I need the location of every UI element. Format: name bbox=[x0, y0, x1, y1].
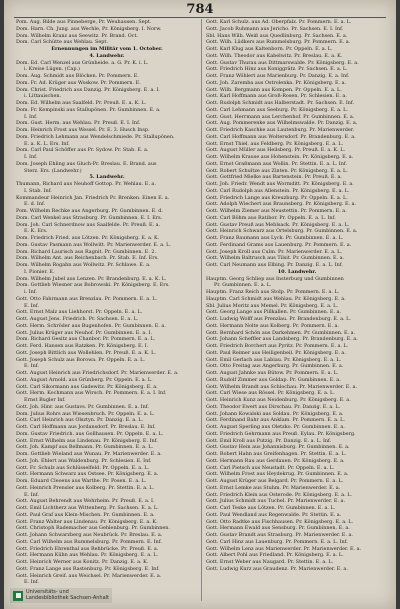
text-line: Gott. Wilhelm Lenz aus Marienwerder. Pr. Marienwerder. E. a. bbox=[206, 545, 362, 552]
text-line: Dom. Wilhelm Kranz aus Seewitz. Pr. Brand. Oct. bbox=[16, 32, 139, 39]
text-line: Gott. Otto Freitag aus Angerburg. Pr. Gumbinnen. E. a. bbox=[206, 363, 344, 370]
text-line: Gott. Carl Neumann aus Elbing. Pr. Danzig. E. a. L. Inf. bbox=[206, 262, 343, 268]
text-line: Hauptm. Carl Schmidt aus Wehlau. Pr. Königsberg. E. a. bbox=[206, 295, 346, 302]
text-line: E. d. Inf. bbox=[24, 201, 46, 208]
text-line: i. Inf. bbox=[24, 289, 37, 295]
text-line: Gott. Paul Reimer aus Heiligenbeil. Pr. Königsberg. E. a. bbox=[206, 349, 346, 356]
text-line: Dom. Carl Wenkel aus Strasburg. Pr. Gumbinnen. E. I. Ers. bbox=[16, 214, 163, 221]
text-line: Gott. Ferd. Hansen aus Ratzken. Pr. Königsberg. E. I. bbox=[16, 343, 149, 349]
section-heading: 10. Landwehr. bbox=[277, 268, 317, 275]
text-line: Gott. Heinrich Schwarz aus Ortelsburg. Pr. Gumbinnen. E. a. bbox=[206, 228, 358, 235]
text-line: Gott. Herm. Kochmann aus Wirsch. Pr. Pommern. E. a. I. Inf. bbox=[16, 390, 167, 397]
section-heading: Ernennungen im Militär vom 1. October. bbox=[51, 46, 163, 52]
text-line: Dom. Julius Rohrs aus Wiesenbruch. Pr. Oppeln. E. a. L. bbox=[16, 410, 155, 417]
text-line: Gott. Carl Böhm aus Ratibor. Pr. Oppeln. E. a. L. Inf. bbox=[206, 214, 336, 221]
text-line: Gott. Gottfried Mielke aus Bartenstein. Pr. Preuß. E. a. bbox=[206, 174, 342, 181]
text-line: Gott. Heinrich Kunz aus Neidenburg. Pr. Königsberg. E. a. bbox=[206, 397, 351, 403]
text-line: Gott. Joseph Schulz aus Borowa. Pr. Oppeln. E. a. L. bbox=[16, 356, 145, 363]
text-line: Gott. Paul Graf aus Klein-Mischen. Pr. Gumbinnen. E. a. bbox=[16, 511, 155, 518]
text-line: Gott. Carl Wiese aus Rössel. Pr. Königsberg. E. a. L. bbox=[206, 390, 335, 397]
text-line: Gott. Gust. Herrmann aus Lerchenhof. Pr. Gumbinnen. E. a. bbox=[206, 113, 355, 120]
text-line: Gott. Robert Schultze aus Zinten. Pr. Königsberg. E. a. L. bbox=[206, 167, 348, 174]
text-line: Dom. Ed. Wilhelm aus Saalfeld. Pr. Preuß. E. a. K. L. bbox=[16, 100, 147, 106]
text-line: Gott. Wilhelm Brandt aus Schlochau. Pr. Marienwerder. E. a. bbox=[206, 383, 357, 390]
text-line: Dom. Eduard Cleoens aus Warthe. Pr. Posen. E. a. L. bbox=[16, 478, 147, 484]
text-line: Gott. Wilh. Lüdkers aus Rummelsburg. Pr. Pommern. E. a. bbox=[206, 39, 351, 46]
text-line: Gott. Johann Schwarzberg aus Neubrück. Pr. Breslau. E. a. bbox=[16, 532, 163, 538]
text-line: Gott. Friedrich Klein aus Osterode. Pr. Königsberg. E. a. L. bbox=[206, 491, 352, 498]
text-line: Gott. Franz Wöhlert aus Marienburg. Pr. Danzig. E. a. Inf. bbox=[206, 73, 350, 79]
text-line: Gott. Carl Sikormann aus Gadewitz. Pr. Königsberg. E. a. bbox=[16, 383, 158, 390]
text-line: Gott. Ernst Thiel. aus Feldberg. Pr. Königsberg. E. a. L. bbox=[206, 140, 344, 147]
text-line: Gott. Ernst Malz aus Liehhorst. Pr. Oppeln. E. a. L. bbox=[16, 309, 143, 316]
text-line: Gott. Carl Hoffmann aus Woltersdorf. Pr. Brandenburg. E. a. bbox=[206, 133, 356, 140]
left-column bbox=[16, 19, 198, 603]
text-line: Gott. Franz Baumann aus Lyck. Pr. Gumbinnen. E. a. L. bbox=[206, 235, 344, 241]
text-line: E. a. K. L. Ers. Inf. bbox=[24, 140, 70, 147]
text-line: Dom. Gottlieb Wieland aus Wunau. Pr. Marienwerder. E. a. bbox=[16, 451, 162, 457]
text-line: Gott. Julius Schmidt aus Tuchel. Pr. Marienwerder. E. a. bbox=[206, 498, 346, 505]
text-line: Pom. Wilhelm Rechke aus Angerburg. Pr. Gumbinnen. E. d. bbox=[16, 208, 163, 214]
text-line: I. Pionier. E. bbox=[24, 268, 55, 275]
text-line: Sbl. Julius Moritz aus Memel. Pr. Königsberg. E. a. L. bbox=[206, 302, 338, 309]
text-line: Dom. Wilhelm Ant. aus Reichenbach. Pr. Stab. E. Inf. Ers. bbox=[16, 255, 159, 262]
text-line: Gott. Wilhelm Krause aus Hohenstein. Pr. Königsberg. E. a. bbox=[206, 154, 354, 160]
text-line: Gott. August Sperling aus Oletzko. Pr. Gumbinnen. E. a. bbox=[206, 424, 345, 430]
text-line: Gott. August Jahnke aus Bütow. Pr. Pommern. E. a. L. bbox=[206, 370, 339, 376]
text-line: Dom. Gustav Friedrich. aus Gollhausen. Pr. Oppeln. E. a. L. bbox=[16, 430, 164, 437]
text-line: Gott. Herm. Schröder aus Bugenhofen. Pr. Gumbinnen. E. a. bbox=[16, 322, 166, 329]
text-line: Gott. Hermann Nolte aus Kolberg. Pr. Pommern. E. a. bbox=[206, 322, 339, 329]
text-line: Dom. Joh. Carl Schnerdnow aus Saalfelde. Pr. Preuß. E. a. bbox=[16, 221, 161, 228]
text-line: Gott. Julius Krüger aus Neuhof. Pr. Gumbinnen. E. a. I. bbox=[16, 329, 152, 336]
text-line: Gott. August Behrendt aus Wehrheim. Pr. Preuß. E. a. I. bbox=[16, 498, 155, 505]
text-line: Dom. Aug. Schmidt aus Blöcken. Pr. Pommern. E. bbox=[16, 73, 139, 79]
text-line: Sbl. Hans Wilh. Weiß aus Quedlinburg. Pr. Sachsen. E. a. bbox=[206, 32, 348, 39]
text-line: Dom. Wilhelm Rogahn aus Wollwitz. Pr. Schlawe. E. a. bbox=[16, 262, 151, 268]
text-line: Gott. Carl Pietsch aus Neustadt. Pr. Oppeln. E. a. L. bbox=[206, 464, 335, 471]
text-line: Gott. Rudolf Zimmer aus Goldap. Pr. Gumbinnen. E. a. bbox=[206, 376, 341, 383]
text-line: Dom. Joseph Ehling aus Gluch-Pr. Breslau. E. Brand. aus bbox=[16, 160, 157, 167]
text-line: Gott. Carl Rudolph aus Allenstein. Pr. Königsberg. E. a. L. bbox=[206, 187, 350, 194]
text-line: Gott. Hermann Schwarz aus Ostsee. Pr. Königsberg. E. a. bbox=[16, 471, 159, 478]
text-line: Sterz. Ers. (Landwehr.) bbox=[24, 167, 82, 174]
text-line: Gott. Ferdinand Grams aus Lauenburg. Pr. Pommern. E. a. bbox=[206, 241, 352, 248]
text-line: Gott. Friedrich Ehrenthal aus Rehbrücke. Pr. Preuß. E. a. bbox=[16, 545, 159, 552]
text-line: Gott. Gustav Hein aus Johannisburg. Pr. Gumbinnen. E. a. bbox=[206, 444, 350, 451]
text-line: Dom. Friedrich Fried. aus Lötzen. Pr. Königsberg. E. a. K. bbox=[16, 235, 160, 241]
text-line: Gott. Christoph Rademacher aus Gehlenburg. Pr. Gumbinnen. bbox=[16, 525, 170, 532]
text-line: Gott. Karl Schulz. aus Ad. Oberpfalz. Pr. Pommern. E. a. L. bbox=[206, 19, 352, 25]
text-line: Gott. August Müller aus Heilsberg. Pr. Preuß. E. a. K. L. bbox=[206, 147, 346, 154]
text-line: Gott. Hermann Rau aus Gerdauen. Pr. Königsberg. E. a. bbox=[206, 457, 345, 464]
text-line: Gott. Hermann Kühn aus Wehlau. Pr. Königsberg. E. a. L. bbox=[16, 552, 159, 559]
text-line: Dom. Gust. Herm. aus Wehlau. Pr. Preuß. E. I. Inf. bbox=[16, 120, 141, 127]
text-line: Dom. Carl Schütte aus Wehlau. Sept. bbox=[16, 39, 108, 46]
text-line: Ernst Bugler Inf. bbox=[24, 397, 66, 403]
text-line: Gott. Friedrich Kaschke aus Lautenburg. Pr. Marienwerder. bbox=[206, 127, 355, 133]
text-line: Gott. Karl Klug aus Kaltenborn. Pr. Oppeln. E. a. L. bbox=[206, 46, 333, 52]
page-number: 784 bbox=[186, 2, 214, 17]
text-line: Gott. Emil Kroll aus Putzig. Pr. Danzig. E. a. L. Inf. bbox=[206, 437, 332, 444]
text-line: Gott. Carl Lehmann aus Seeburg. Pr. Königsberg. E. a. L. bbox=[206, 106, 348, 113]
text-line: Gott. Joh. Ehlert aus Waldenburg. Pr. Schlesien. E. Inf. bbox=[16, 457, 152, 464]
text-line: Gott. Heinrich Werner aus Konitz. Pr. Danzig. E. a. K. bbox=[16, 559, 149, 565]
section-heading: 5. Landwehr. bbox=[89, 174, 125, 181]
text-line: Dom. Ed. Carl Wenzel aus Grünheide. a. G. Pr. K. i. L. bbox=[16, 59, 149, 66]
text-line: Gott. August Heinrich aus Friedrichsdorf. Pr. Marienwerder. E. a. bbox=[16, 370, 179, 376]
text-line: Dom. Fr. Kempinski aus Stallupönen. Pr. Gumbinnen. E. a. bbox=[16, 106, 161, 113]
text-line: Gott. Joh. Friedr. Wendt aus Wormditt. Pr. Königsberg. E. a. bbox=[206, 181, 354, 187]
text-line: Gott. Paul Wendland aus Regenwalde. Pr. Stettin. E. a. bbox=[206, 511, 342, 518]
text-line: Dom. Gottlieb Wiesner aus Bobrowski. Pr. Königsberg. E. Ers. bbox=[16, 282, 170, 289]
text-line: Gott. Emil Gerlach aus Labiau. Pr. Königsberg. E. a. L. bbox=[206, 356, 342, 363]
text-line: Gott. Wilhelm Baltrusch aus Tilsit. Pr. Gumbinnen. E. a. bbox=[206, 255, 345, 262]
text-line: Gott. Friedrich Borchert aus Pyritz. Pr. Pommern. E. a. L. bbox=[206, 343, 349, 349]
text-line: Gott. Emil Lichtherz aus Wittenberg. Pr. Sachsen. E. a. L. bbox=[16, 505, 159, 511]
text-line: Gott. Robert Hahn aus Greifenhagen. Pr. Stettin. E. a. L. bbox=[206, 451, 347, 457]
text-line: Gott. Ludwig Wolff aus Prenzlau. Pr. Brandenburg. E. a. L. bbox=[206, 316, 351, 322]
text-line: Dom. Wilhelm Jubel aus Lenzen. Pr. Brandenburg. E. a. K. L. bbox=[16, 275, 167, 282]
text-line: Dom. Friedrich Lehmann aus Wendelschmiede. Pr. Stallupönen. bbox=[16, 133, 175, 140]
text-line: Gott. Johann Scheffler aus Landsberg. Pr. Brandenburg. E. a. bbox=[206, 336, 358, 343]
text-line: i. Littauischen. bbox=[24, 93, 62, 100]
text-line: Gott. August Jens. Friedrich. Pr. Sachsen. E. a. L. bbox=[16, 316, 139, 322]
text-line: Thumann, Richard aus Neuhoff Gottop. Pr. Wehlau. E. a. bbox=[16, 181, 156, 187]
text-line: Dom. Carl Paul Schöffer aus Pr. Sydow. Pr. Stab. E. a. bbox=[16, 147, 149, 154]
text-line: Hauptm. Franz Reich aus Stolp. Pr. Pommern. E. a. L. bbox=[206, 289, 340, 295]
text-line: Gott. Carl Heinrich aus Olsztyn. Pr. Danzig. E. a. L. bbox=[16, 417, 144, 424]
text-line: Gott. Joseph Bittlich aus Wollehlen. Pr. Preuß. E. a. K. L. bbox=[16, 349, 156, 356]
text-line: Gott. Heinrich Greif. aus Weichsel. Pr. Marienwerder. E. a. bbox=[16, 572, 162, 579]
text-line: Gott. Joh. Zaremba aus Ostrolenka. Pr. Königsberg. E. a. bbox=[206, 79, 347, 86]
text-line: Gott. Heinrich Prensler aus Kolberg. Pr. Stettin. E. a. L. bbox=[16, 484, 155, 491]
text-line: Hauptm. Georg Schliep aus Insterburg und Gumbinnen bbox=[206, 275, 344, 282]
text-line: Dom. Fr. Ad. Krüger aus Woskow. Pr. Pommern. E. bbox=[16, 79, 141, 86]
text-line: Gott. Aug. Pommerenke aus Wilhelmswalde. Pr. Danzig. E. a. bbox=[206, 120, 358, 127]
text-line: Gott. Friedrich Hinz aus Koniggrätz. Pr. Sachsen. E. a. L. bbox=[206, 66, 348, 73]
text-line: Pom. Aug. Bilde aus Pinneberge, Pr. Weuhausen. Sept. bbox=[16, 19, 152, 25]
text-line: Gott. Friedrich Lange aus Kreuzburg. Pr. Oppeln. E. a. L. bbox=[206, 194, 348, 201]
document-page bbox=[4, 0, 396, 609]
text-line: Gott. Johann Kowalski aus Soldau. Pr. Königsberg. E. a. bbox=[206, 410, 344, 417]
text-line: Dom. Heinrich Frost aus Wessel. Pr. E. 3. Husch Insp. bbox=[16, 127, 150, 133]
text-line: Gott. Wilh. Theodor aus Kabelwitz. Pr. Breslau. E. a. K. bbox=[206, 52, 343, 59]
text-line: Dom. Richard Laurisch aus Ragnit. Pr. Gumbinnen. E. 2. bbox=[16, 248, 157, 255]
library-logo-icon bbox=[13, 591, 23, 601]
text-line: Gott. Otto Fahrmann aus Brenzlau. Pr. Pommern. E. a. L. bbox=[16, 295, 158, 302]
library-logo-text: Universitäts- und Landesbibliothek Sachsen-Anhalt bbox=[26, 589, 110, 601]
text-line: Gott. Franz Walter aus Lindenau. Pr. Königsberg. E. a. K. bbox=[16, 518, 158, 525]
text-line: Gott. Albert Pohl aus Friedland. Pr. Königsberg. E. a. L. bbox=[206, 552, 344, 559]
text-line: Gott. Wilhelm Ziemer aus Neustettin. Pr. Pommern. E. a. bbox=[206, 208, 347, 214]
text-line: Dom. Richard Gesitz aus Chanbor. Pr. Pommern. E. a. L. bbox=[16, 336, 156, 343]
text-line: Gott. August Krüger aus Belgard. Pr. Pommern. E. a. L. bbox=[206, 478, 344, 484]
header-rule bbox=[14, 17, 386, 18]
text-line: Gott. Bernhard Schön aus Darkehmen. Pr. Gumbinnen. E. a. bbox=[206, 329, 356, 336]
text-line: Gott. Fr. Schulz aus Schlüsselfeld. Pr. Oppeln. E. a. L. bbox=[16, 464, 150, 471]
text-line: Gott. Friedrich Gehrmann aus Preuß. Eylau. Pr. Königsberg. bbox=[206, 430, 356, 437]
text-line: Gott. Ernst Graßmann aus Wollin. Pr. Stettin. E. a. L. Inf. bbox=[206, 160, 348, 167]
text-line: Kommandeur Heinrich Jan. Friedrich Pr. Brenken. Einen E. a. bbox=[16, 194, 170, 201]
text-line: Gott. Ludwig Kurz aus Graudenz. Pr. Marienwerder. E. a. bbox=[206, 565, 348, 572]
text-line: Gott. Rudolph Schmidt aus Halberstadt. Pr. Sachsen. E. Inf. bbox=[206, 100, 355, 106]
text-line: Gott. Wilhelm Frost aus Heydekrug. Pr. Gumbinnen. E. a. bbox=[206, 471, 349, 478]
text-line: E. K. Ers. bbox=[24, 228, 48, 235]
text-line: Gott. Joseph Kroll aus Culm. Pr. Marienwerder. E. a. L. bbox=[206, 248, 342, 255]
text-line: I. Inf. bbox=[24, 113, 38, 120]
text-line: Gott. Georg Lange aus Pillkallen. Pr. Gumbinnen. E. a. bbox=[206, 309, 342, 316]
text-line: E. Inf. bbox=[24, 579, 39, 586]
text-line: E. Inf. bbox=[24, 491, 39, 498]
text-line: Pr. Gumbinnen. E. a. L. bbox=[214, 282, 272, 289]
text-line: Gott. Joh. Kampf aus Bellmann. Pr. Gumbinnen. E. a. L. bbox=[16, 444, 154, 451]
text-line: Gott. Carl Teske aus Lötzen. Pr. Gumbinnen. E. a. L. bbox=[206, 505, 336, 511]
text-line: Dom. Christ. Friedrich aus Danzig. Pr. Königsberg. E. a. I. bbox=[16, 86, 160, 93]
text-line: Gott. Ernst Wilhelm aus Lindenau. Pr. Königsberg. E. Inf. bbox=[16, 437, 158, 444]
text-line: Gott. Theodor Ewert aus Dirschau. Pr. Danzig. E. a. L. bbox=[206, 403, 341, 410]
text-line: Gott. Carl Hoffmann aus Jordansdorf. Pr. Breslau. E. Inf. bbox=[16, 424, 156, 430]
text-line: Gott. August Arnold. aus Grünberg. Pr. Oppeln. E. a. L. bbox=[16, 376, 153, 383]
text-line: Gott. Gustav Thurau aus Dittmarswalde. Pr. Königsberg. E. a. bbox=[206, 59, 359, 66]
text-line: I. Inf. bbox=[24, 154, 38, 160]
text-line: Gott. Karl Hoffmann aus Groß-Rosen. Pr. Schlesien. E. a. bbox=[206, 93, 347, 100]
text-line: E. Inf. bbox=[24, 363, 39, 370]
section-heading: 4. Landwehr. bbox=[89, 52, 125, 59]
text-line: Gott. Ernst Weber aus Naugard. Pr. Stettin. E. a. L. bbox=[206, 559, 334, 565]
text-line: Gott. Otto Radtke aus Fischhausen. Pr. Königsberg. E. a. L. bbox=[206, 518, 354, 525]
text-line: Gott. Wilh. Bergmann aus Kompen. Pr. Oppeln. E. a. L. bbox=[206, 86, 342, 93]
library-logo bbox=[10, 588, 112, 603]
text-line: Gott. Joh. Hinr. aus Gustavs. Pr. Gumbinnen. E. a. Inf. bbox=[16, 403, 149, 410]
text-line: Gott. Gustav Brandt aus Strasburg. Pr. Marienwerder. E. a. bbox=[206, 532, 353, 538]
right-column bbox=[206, 19, 388, 603]
text-line: i. Kreise Lügen. (Cap.) bbox=[24, 66, 80, 73]
text-line: Gott. Carl Wilhelm aus Rummelsburg. Pr. Pommern. E. Inf. bbox=[16, 538, 162, 545]
text-line: Gott. Ernst Lemke aus Stuhm. Pr. Marienwerder. E. a. bbox=[206, 484, 341, 491]
text-line: Dom. Gustav Pasmann aus Wollwitt. Pr. Marienwerder. E. a. L. bbox=[16, 241, 171, 248]
text-line: Gott. Ferdinand Bahr aus Anklam. Pr. Pommern. E. a. L. bbox=[206, 417, 345, 424]
text-line: Gott. Hermann Ewald aus Sensburg. Pr. Gumbinnen. E. a. bbox=[206, 525, 350, 532]
text-line: E. Inf. bbox=[24, 302, 39, 309]
text-line: Gott. Gustav Preuß aus Mehlsack. Pr. Königsberg. E. a. L. bbox=[206, 221, 350, 228]
column-divider bbox=[201, 19, 202, 601]
text-line: Gott. Carl Hinz aus Lauenburg. Pr. Pommern. E. a. L. Inf. bbox=[206, 538, 348, 545]
text-line: Gott. Franz Lange aus Rastenburg. Pr. Königsberg. E. Inf. bbox=[16, 565, 160, 572]
text-line: Gott. Adolph Wiechert aus Braunsberg. Pr. Königsberg. E. a. bbox=[206, 201, 357, 208]
text-line: Gott. Jacob Ruhmann aus Jericho. Pr. Sachsen. E. I. Inf. bbox=[206, 25, 344, 32]
text-line: I. Stab. Inf. bbox=[24, 187, 52, 194]
text-line: Dom. Harn. Ch. Jung. aus Wechle, Pr. Königsberg. I. Norw. bbox=[16, 25, 162, 32]
